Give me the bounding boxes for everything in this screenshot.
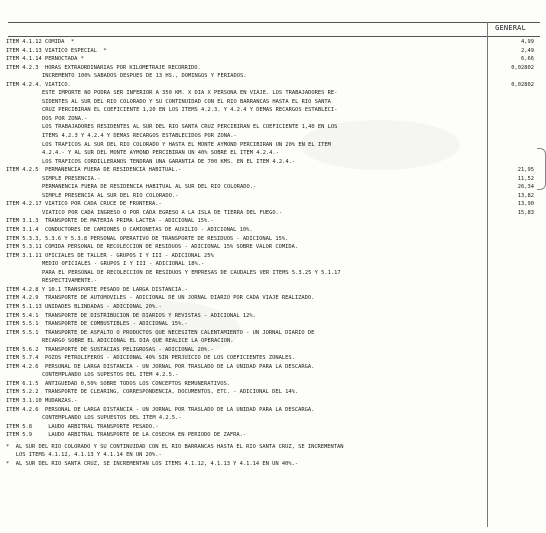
column-header-general: GENERAL xyxy=(495,24,526,32)
line-text: LOS ITEMS 4.1.12, 4.1.13 Y 4.1.14 EN UN 20%.- xyxy=(6,452,162,459)
continuation-line xyxy=(6,414,536,423)
line-text: ITEM 6.1.5 ANTIGUEDAD 0,50% SOBRE TODOS LOS CONCEPTOS REMUNERATIVOS. xyxy=(6,380,230,387)
footnote-line xyxy=(6,443,536,452)
line-text: ITEM 4.2.5 PERMANENCIA FUERA DE RESIDENCIA HABITUAL.- xyxy=(6,167,182,174)
line-text: MEDIO OFICIALES - GRUPOS I Y III - ADICIONAL 18%.- xyxy=(42,261,205,268)
line-text: ITEM 5.8 LAUDO ARBITRAL TRANSPORTE PESADO.- xyxy=(6,423,159,430)
line-text: ITEM 5.9 LAUDO ARBITRAL TRANSPORTE DE LA COSECHA EN PERIODO DE ZAFRA.- xyxy=(6,432,247,439)
line-text: VIATICO POR CADA INGRESO O POR CADA EGRESO A LA ISLA DE TIERRA DEL FUEGO.- xyxy=(42,209,283,216)
line-text: INCREMENTO 100% SABADOS DESPUES DE 13 HS., DOMINGOS Y FERIADOS. xyxy=(42,73,247,80)
continuation-line xyxy=(6,89,536,98)
line-value: 15,83 xyxy=(517,209,534,216)
item-line xyxy=(6,226,536,235)
line-text: CONTEMPLANDO LOS SUPUESTOS DEL ITEM 4.2.5.- xyxy=(42,415,182,422)
line-text: ITEM 5.5.1 TRANSPORTE DE COMBUSTIBLES - ADICIONAL 15%.- xyxy=(6,321,188,328)
continuation-line xyxy=(6,183,536,192)
item-line xyxy=(6,64,536,73)
continuation-line xyxy=(6,123,536,132)
continuation-line xyxy=(6,192,536,201)
line-text: ITEM 4.1.13 VIATICO ESPECIAL * xyxy=(6,47,107,54)
item-line xyxy=(6,388,536,397)
continuation-line xyxy=(6,260,536,269)
line-text: ITEM 4.1.14 PERNOCTADA * xyxy=(6,56,84,63)
item-line xyxy=(6,397,536,406)
continuation-line xyxy=(6,269,536,278)
line-text: CRUZ PERCIBIRAN EL COEFICIENTE 1,20 EN LOS ITEMS 4.2.3. Y 4.2.4 Y DEMAS RECARGOS ESTABLECI- xyxy=(42,107,338,114)
item-line xyxy=(6,346,536,355)
continuation-line xyxy=(6,371,536,380)
continuation-line xyxy=(6,277,536,286)
line-text: ITEM 4.2.4. VIATICO. xyxy=(6,81,71,88)
item-line xyxy=(6,406,536,415)
continuation-line xyxy=(6,115,536,124)
line-value: 6,66 xyxy=(521,56,534,63)
line-text: RESPECTIVAMENTE.- xyxy=(42,278,98,285)
item-line xyxy=(6,38,536,47)
item-line xyxy=(6,55,536,64)
continuation-line xyxy=(6,158,536,167)
line-value: 13,90 xyxy=(517,201,534,208)
continuation-line xyxy=(6,337,536,346)
line-value: 11,52 xyxy=(517,175,534,182)
line-text: ITEM 3.1.10 MUDANZAS.- xyxy=(6,397,78,404)
line-text: ITEM 4.2.3 HORAS EXTRAORDINARIAS POR KILOMETRAJE RECORRIDO. xyxy=(6,64,201,71)
margin-bracket xyxy=(537,148,546,190)
footnote-line xyxy=(6,451,536,460)
line-text: PERMANENCIA FUERA DE RESIDENCIA HABITUAL AL SUR DEL RIO COLORADO.- xyxy=(42,184,257,191)
line-text: ESTE IMPORTE NO PODRA SER INFERIOR A 350 KM. X DIA X PERSONA EN VIAJE. LOS TRABAJADORES RE- xyxy=(42,90,338,97)
item-line xyxy=(6,303,536,312)
item-line xyxy=(6,312,536,321)
item-line xyxy=(6,81,536,90)
line-text: ITEM 5.4.1 TRANSPORTE DE DISTRIBUCION DE DIARIOS Y REVISTAS - ADICIONAL 12%. xyxy=(6,312,256,319)
line-text: ITEM 4.2.17 VIATICO POR CADA CRUCE DE FRONTERA.- xyxy=(6,201,162,208)
line-text: ITEM 3.1.4 CONDUCTORES DE CAMIONES O CAMIONETAS DE AUXILIO - ADICIONAL 10%. xyxy=(6,227,253,234)
line-text: ITEM 5.2.2 TRANSPORTE DE CLEARING, CORRESPONDENCIA, DOCUMENTOS, ETC. - ADICIONAL DEL 14%. xyxy=(6,389,299,396)
item-line xyxy=(6,423,536,432)
line-text: LOS TRAFICOS AL SUR DEL RIO COLORADO Y HASTA EL MONTE AYMOND PERCIBIRAN UN 20% EN EL ITEM xyxy=(42,141,331,148)
line-text: ITEM 5.1.13 UNIDADES BLINDADAS - ADICIONAL 20%.- xyxy=(6,303,162,310)
line-text: * AL SUR DEL RIO COLORADO Y SU CONTINUIDAD CON EL RIO BARRANCAS HASTA EL RIO SANTA CRUZ, SE INCREMENTAN xyxy=(6,443,344,450)
continuation-line xyxy=(6,149,536,158)
item-line xyxy=(6,294,536,303)
line-text: ITEM 3.1.11 OFICIALES DE TALLER - GRUPOS I Y III - ADICIONAL 25% xyxy=(6,252,214,259)
continuation-line xyxy=(6,132,536,141)
line-value: 26,34 xyxy=(517,184,534,191)
continuation-line xyxy=(6,72,536,81)
continuation-line xyxy=(6,175,536,184)
item-line xyxy=(6,363,536,372)
continuation-line xyxy=(6,209,536,218)
line-text: SIDENTES AL SUR DEL RIO COLORADO Y SU CONTINUIDAD CON EL RIO BARRANCAS HASTA EL RIO SANTA xyxy=(42,98,331,105)
item-line xyxy=(6,200,536,209)
document-body xyxy=(6,38,536,468)
item-line xyxy=(6,431,536,440)
item-line xyxy=(6,243,536,252)
line-value: 0,02802 xyxy=(511,64,534,71)
line-text: ITEMS 4.2.3 Y 4.2.4 Y DEMAS RECARGOS ESTABLECIDOS POR ZONA.- xyxy=(42,133,237,140)
line-text: SIMPLE PRESENCIA AL SUR DEL RIO COLORADO.- xyxy=(42,192,179,199)
line-text: ITEM 5.3.3, 5.3.6 Y 5.3.8 PERSONAL OPERATIVO DE TRANSPORTE DE RESIDUOS - ADICIONAL 15%. xyxy=(6,235,289,242)
item-line xyxy=(6,286,536,295)
line-text: LOS TRABAJADORES RESIDENTES AL SUR DEL RIO SANTA CRUZ PERCIBIRAN EL COEFICIENTE 1,40 EN LOS xyxy=(42,124,338,131)
line-value: 21,95 xyxy=(517,167,534,174)
item-line xyxy=(6,252,536,261)
continuation-line xyxy=(6,141,536,150)
continuation-line xyxy=(6,106,536,115)
line-text: ITEM 4.2.9 TRANSPORTE DE AUTOMOVILES - ADICIONAL DE UN JORNAL DIARIO POR CADA VIAJE REALIZADO. xyxy=(6,295,315,302)
line-text: PARA EL PERSONAL DE RECOLECCION DE RESIDUOS Y EMPRESAS DE CAUDALES VER ITEMS 5.3.25 Y 5.1.17 xyxy=(42,269,341,276)
item-line xyxy=(6,380,536,389)
item-line xyxy=(6,166,536,175)
item-line xyxy=(6,329,536,338)
line-text: ITEM 5.6.2 TRANSPORTE DE SUSTACIAS PELIGROSAS - ADICIONAL 20%.- xyxy=(6,346,214,353)
line-text: RECARGO SOBRE EL ADICIONAL EL DIA QUE REALICE LA OPERACION. xyxy=(42,338,234,345)
item-line xyxy=(6,320,536,329)
line-text: LOS TRAFICOS CORDILLERANOS TENDRAN UNA GARANTIA DE 700 KMS. EN EL ITEM 4.2.4.- xyxy=(42,158,296,165)
line-text: * AL SUR DEL RIO SANTA CRUZ, SE INCREMENTAN LOS ITEMS 4.1.12, 4.1.13 Y 4.1.14 EN UN 40%.- xyxy=(6,460,299,467)
line-value: 4,99 xyxy=(521,39,534,45)
continuation-line xyxy=(6,98,536,107)
item-line xyxy=(6,217,536,226)
line-text: ITEM 4.2.6 PERSONAL DE LARGA DISTANCIA - UN JORNAL POR TRASLADO DE LA UNIDAD PARA LA DESCARGA. xyxy=(6,363,315,370)
line-text: CONTEMPLANDO LOS SUPESTOS DEL ITEM 4.2.5.- xyxy=(42,372,179,379)
item-line xyxy=(6,47,536,56)
footnote-line xyxy=(6,460,536,469)
line-text: ITEM 4.2.6 PERSONAL DE LARGA DISTANCIA - UN JORNAL POR TRASLADO DE LA UNIDAD PARA LA DESCARGA. xyxy=(6,406,315,413)
line-text: ITEM 4.1.12 COMIDA * xyxy=(6,39,75,45)
line-text: DOS POR ZONA.- xyxy=(42,115,88,122)
line-text: ITEM 5.3.11 COMIDA PERSONAL DE RECOLECCION DE RESIDUOS - ADICIONAL 15% SOBRE VALOR COMIDA. xyxy=(6,244,299,251)
line-value: 13,82 xyxy=(517,192,534,199)
line-value: 0,02802 xyxy=(511,81,534,88)
line-value: 2,49 xyxy=(521,47,534,54)
line-text: 4.2.4.- Y AL SUR DEL MONTE AYMOND PERCIBIRAN UN 40% SOBRE EL ITEM 4.2.4.- xyxy=(42,150,279,157)
line-text: ITEM 4.2.8 Y 10.1 TRANSPORTE PESADO DE LARGA DISTANCIA.- xyxy=(6,286,188,293)
line-text: SIMPLE PRESENCIA.- xyxy=(42,175,101,182)
line-text: ITEM 5.7.4 POZOS PETROLIFEROS - ADICIONAL 40% SIN PERJUICIO DE LOS COEFICIENTES ZONALES. xyxy=(6,355,295,362)
line-text: ITEM 5.5.1 TRANSPORTE DE ASFALTO O PRODUCTOS QUE NECESITEN CALENTAMIENTO - UN JORNAL DIARIO DE xyxy=(6,329,315,336)
item-line xyxy=(6,235,536,244)
item-line xyxy=(6,354,536,363)
line-text: ITEM 3.1.3 TRANSPORTE DE MATERIA PRIMA LACTEA - ADICIONAL 15%.- xyxy=(6,218,214,225)
table-header-row xyxy=(8,22,540,37)
